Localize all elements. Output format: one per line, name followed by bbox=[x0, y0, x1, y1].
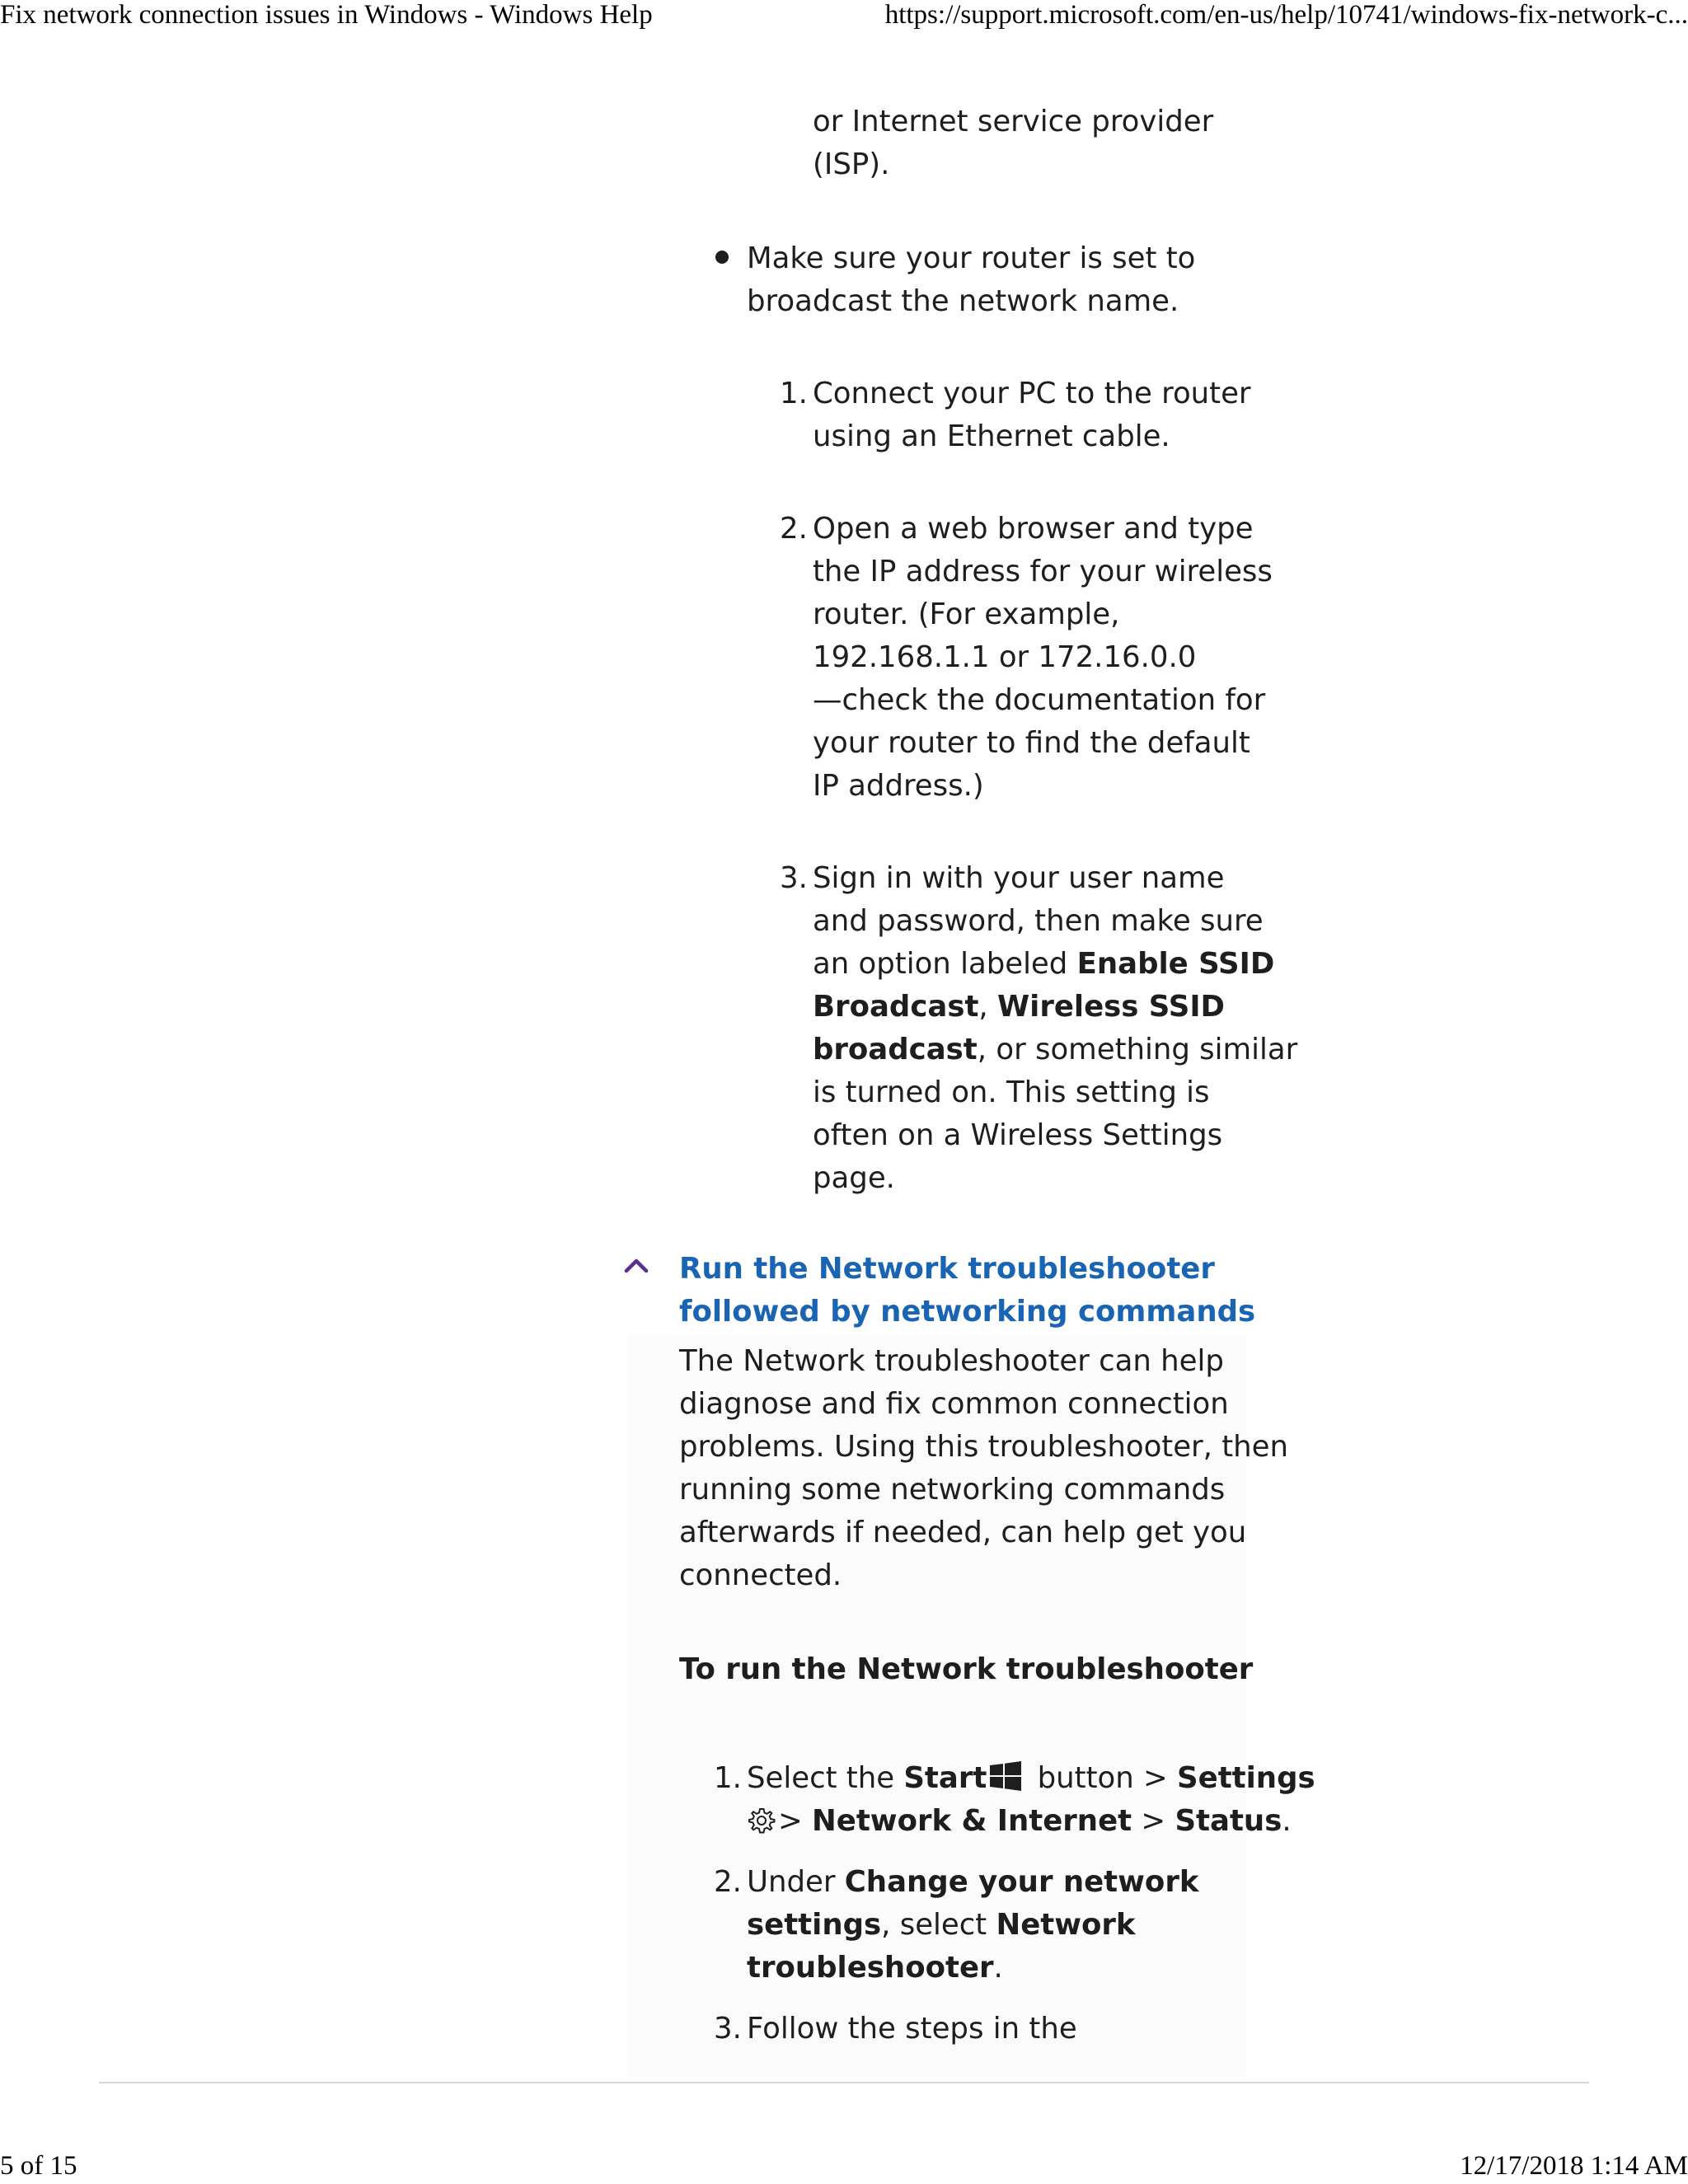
troubleshooter-step-2-line-1 bbox=[747, 1861, 1198, 1904]
intro-line-4: running some networking commands bbox=[679, 1473, 1226, 1507]
troubleshooter-step-1-number: 1. bbox=[714, 1761, 742, 1795]
settings-bold-label: settings bbox=[747, 1908, 882, 1942]
bullet-line-2: broadcast the network name. bbox=[747, 284, 1179, 318]
router-step-2-line-3: router. (For example, bbox=[813, 598, 1120, 631]
print-header-url: https://support.microsoft.com/en-us/help/10741/windows-fix-network-c... bbox=[884, 0, 1688, 30]
select-text: Select the bbox=[747, 1761, 904, 1795]
intro-line-1: The Network troubleshooter can help bbox=[679, 1344, 1224, 1378]
separator-comma: , bbox=[978, 990, 997, 1024]
network-internet-label: Network & Internet bbox=[812, 1804, 1132, 1838]
section-heading-line-2: followed by networking commands bbox=[679, 1295, 1256, 1329]
troubleshooter-step-2-line-3 bbox=[747, 1947, 1003, 1990]
router-step-3-line-5 bbox=[813, 1029, 1297, 1071]
router-step-3-line-1: Sign in with your user name bbox=[813, 861, 1225, 895]
router-step-3-text: an option labeled bbox=[813, 947, 1077, 981]
router-step-3-line-7: often on a Wireless Settings bbox=[813, 1118, 1223, 1152]
chevron-up-icon[interactable] bbox=[621, 1251, 651, 1281]
subheading: To run the Network troubleshooter bbox=[679, 1652, 1254, 1686]
router-step-3-similar-text: , or something similar bbox=[977, 1033, 1298, 1066]
change-network-label: Change your network bbox=[844, 1865, 1199, 1899]
continuation-line-2: (ISP). bbox=[813, 148, 890, 181]
router-step-1-line-2: using an Ethernet cable. bbox=[813, 419, 1170, 453]
network-bold-label: Network bbox=[996, 1908, 1136, 1942]
bullet-line-1: Make sure your router is set to bbox=[747, 241, 1196, 275]
print-header-title: Fix network connection issues in Windows - Windows Help bbox=[0, 0, 653, 30]
router-step-3-number: 3. bbox=[780, 861, 808, 895]
router-step-3-line-4 bbox=[813, 986, 1225, 1029]
enable-ssid-label: Enable SSID bbox=[1076, 947, 1275, 981]
start-label: Start bbox=[903, 1761, 987, 1795]
troubleshooter-step-3-number: 3. bbox=[714, 2012, 742, 2046]
router-step-2-line-6: your router to find the default bbox=[813, 726, 1250, 760]
router-step-3-line-6: is turned on. This setting is bbox=[813, 1076, 1210, 1109]
select-mid-text: , select bbox=[881, 1908, 996, 1942]
troubleshooter-step-2-line-2 bbox=[747, 1904, 1136, 1947]
footer-divider bbox=[99, 2082, 1589, 2083]
under-text: Under bbox=[747, 1865, 845, 1899]
router-step-2-number: 2. bbox=[780, 512, 808, 546]
print-footer-page: 5 of 15 bbox=[0, 2151, 77, 2181]
troubleshooter-step-2-number: 2. bbox=[714, 1865, 742, 1899]
intro-line-2: diagnose and fix common connection bbox=[679, 1387, 1229, 1421]
continuation-line-1: or Internet service provider bbox=[813, 105, 1214, 138]
router-step-2-line-1: Open a web browser and type bbox=[813, 512, 1254, 546]
troubleshooter-step-1-line-2 bbox=[747, 1800, 1292, 1843]
broadcast-label: Broadcast bbox=[813, 990, 979, 1024]
router-step-2-line-5: —check the documentation for bbox=[813, 683, 1266, 717]
router-step-3-line-8: page. bbox=[813, 1161, 895, 1195]
router-step-2-line-4: 192.168.1.1 or 172.16.0.0 bbox=[813, 640, 1197, 674]
bullet-dot bbox=[715, 251, 729, 264]
router-step-2-line-2: the IP address for your wireless bbox=[813, 555, 1273, 588]
wireless-ssid-label: Wireless SSID bbox=[997, 990, 1225, 1024]
button-text: button > bbox=[1028, 1761, 1178, 1795]
broadcast-lower-label: broadcast bbox=[813, 1033, 978, 1066]
router-step-3-line-2: and password, then make sure bbox=[813, 904, 1264, 938]
router-step-2-line-7: IP address.) bbox=[813, 769, 984, 803]
intro-line-3: problems. Using this troubleshooter, then bbox=[679, 1430, 1288, 1464]
print-footer-datetime: 12/17/2018 1:14 AM bbox=[1460, 2151, 1688, 2181]
router-step-1-line-1: Connect your PC to the router bbox=[813, 377, 1251, 410]
intro-line-6: connected. bbox=[679, 1558, 842, 1592]
troubleshooter-bold-label: troubleshooter bbox=[747, 1951, 994, 1985]
router-step-3-line-3 bbox=[813, 943, 1274, 986]
status-label: Status bbox=[1175, 1804, 1282, 1838]
section-heading-line-1: Run the Network troubleshooter bbox=[679, 1252, 1215, 1286]
period: . bbox=[1282, 1804, 1292, 1838]
troubleshooter-step-3-line-1: Follow the steps in the bbox=[747, 2012, 1077, 2046]
intro-line-5: afterwards if needed, can help get you bbox=[679, 1516, 1247, 1549]
section-heading-link[interactable] bbox=[679, 1248, 1255, 1333]
troubleshooter-step-1-line-1 bbox=[747, 1757, 1315, 1800]
router-step-1-number: 1. bbox=[780, 377, 808, 410]
settings-separator: > bbox=[778, 1804, 813, 1838]
gear-icon bbox=[747, 1806, 776, 1835]
step-2-period: . bbox=[993, 1951, 1003, 1985]
status-separator: > bbox=[1132, 1804, 1175, 1838]
settings-label: Settings bbox=[1177, 1761, 1315, 1795]
windows-logo-icon bbox=[990, 1761, 1021, 1791]
